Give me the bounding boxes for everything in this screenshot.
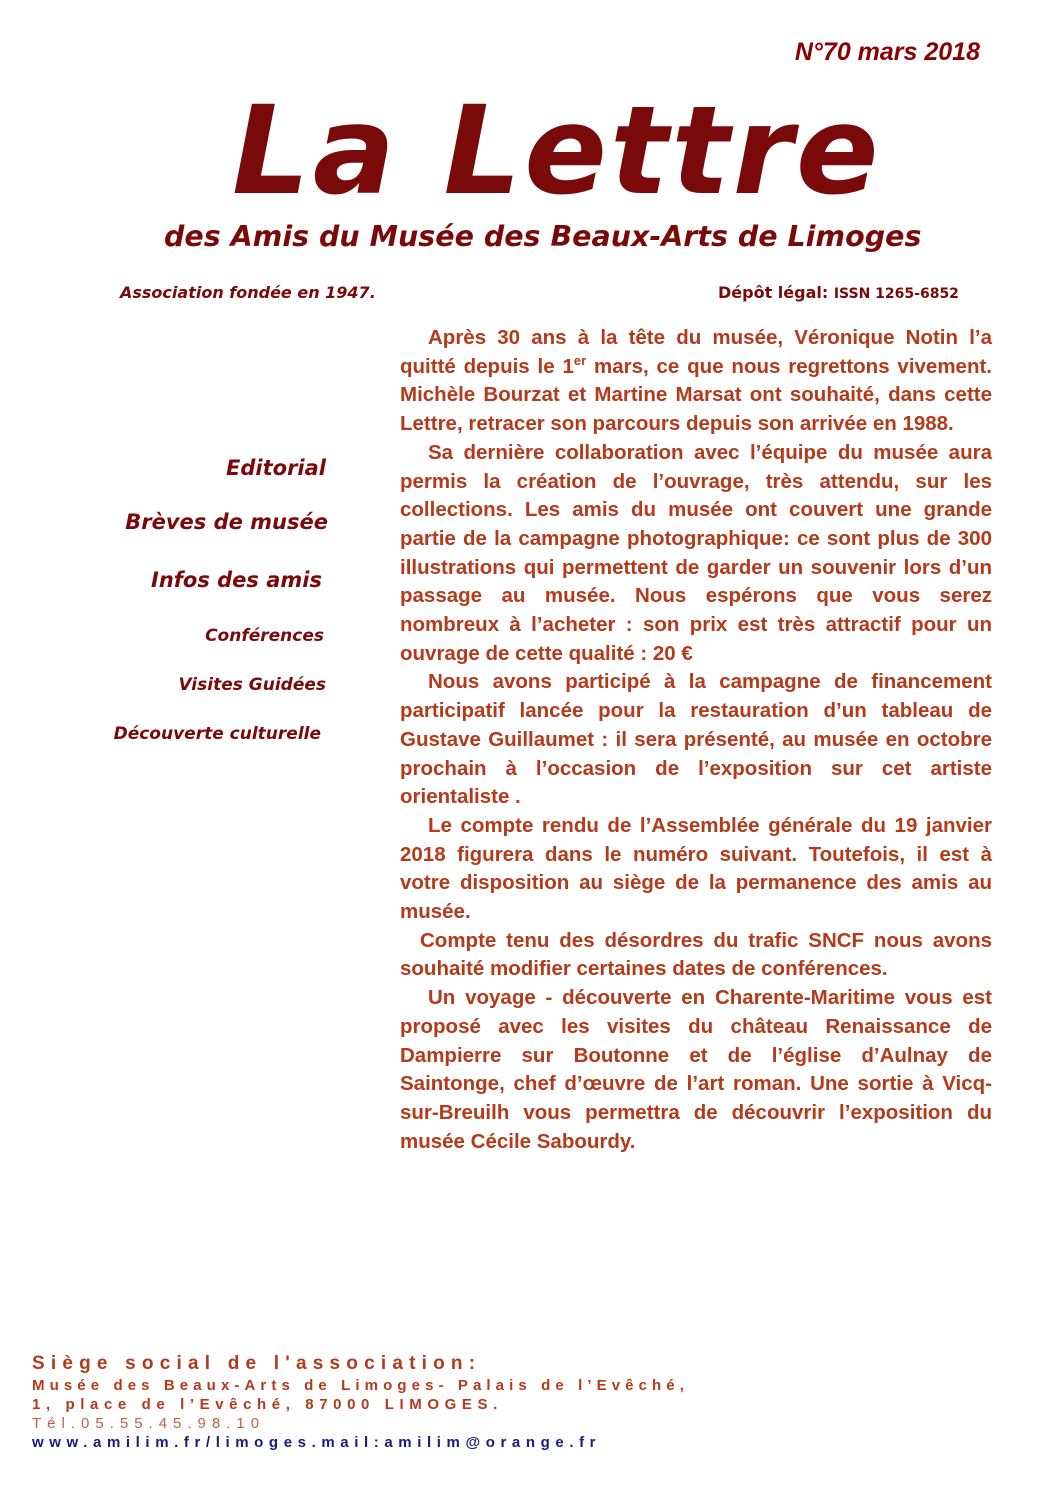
footer-heading: Siège social de l'association:	[32, 1353, 482, 1374]
footer-address	[32, 1352, 1032, 1452]
issn-number: ISSN 1265-6852	[833, 286, 959, 302]
article-paragraph: Nous avons participé à la campagne de financement participatif lancée pour la restauration d’un tableau de Gustave Guillaumet : il sera présenté, au musée en octobre prochain à l’occasion de l’exposition sur cet artiste orientaliste .	[400, 670, 992, 809]
footer-web-mail[interactable]: www.amilim.fr/limoges.mail:amilim@orange.fr	[32, 1434, 602, 1451]
footer-address-line: 1, place de l’Evêché, 87000 LIMOGES.	[32, 1396, 503, 1413]
footer-address-line: Musée des Beaux-Arts de Limoges- Palais de l’Evêché,	[32, 1377, 690, 1394]
article-paragraph: Après 30 ans à la tête du musée, Véronique Notin l’a quitté depuis le 1er mars, ce que nous regrettons vivement. Michèle Bourzat et Martine Marsat ont souhaité, dans cette Lettre, retracer son parcours depuis son arrivée en 1988.	[400, 326, 993, 436]
article-paragraph: Un voyage - découverte en Charente-Maritime vous est proposé avec les visites du château Renaissance de Dampierre sur Boutonne et de l’église d’Aulnay de Saintonge, chef d’œuvre de l’art roman. Une sortie à Vicq-sur-Breuilh vous permettra de découvrir l’exposition du musée Cécile Sabourdy.	[400, 986, 992, 1153]
toc-item-visites[interactable]: Visites Guidées	[178, 675, 326, 695]
founded-note: Association fondée en 1947.	[120, 283, 376, 302]
article-paragraph: Sa dernière collaboration avec l’équipe du musée aura permis la création de l’ouvrage, très attendu, sur les collections. Les amis du musée ont couvert une grande partie de la campagne photographique: ce sont plus de 300 illustrations qui permettent de garder un souvenir lors d’un passage au musée. Nous espérons que vous serez nombreux à l’acheter : son prix est très attractif pour un ouvrage de cette qualité : 20 €	[400, 440, 992, 665]
article-paragraph: Le compte rendu de l’Assemblée générale du 19 janvier 2018 figurera dans le numéro suivant. Toutefois, il est à votre disposition au siège de la permanence des amis au musée.	[400, 813, 992, 924]
toc-item-decouverte[interactable]: Découverte culturelle	[113, 724, 321, 744]
legal-deposit	[718, 283, 959, 302]
newsletter-subtitle: des Amis du Musée des Beaux-Arts de Limoges	[164, 220, 922, 253]
footer-phone: Tél.05.55.45.98.10	[32, 1415, 266, 1432]
toc-item-editorial[interactable]: Editorial	[226, 456, 326, 480]
toc-item-conferences[interactable]: Conférences	[205, 626, 324, 646]
newsletter-title: La Lettre	[232, 80, 882, 222]
toc-item-infos[interactable]: Infos des amis	[151, 568, 322, 592]
toc-item-breves[interactable]: Brèves de musée	[125, 510, 328, 534]
issue-number: N°70 mars 2018	[794, 38, 980, 66]
editorial-article	[400, 324, 992, 1156]
legal-deposit-label: Dépôt légal:	[718, 283, 829, 302]
article-paragraph: Compte tenu des désordres du trafic SNCF nous avons souhaité modifier certaines dates de conférences.	[400, 928, 992, 981]
